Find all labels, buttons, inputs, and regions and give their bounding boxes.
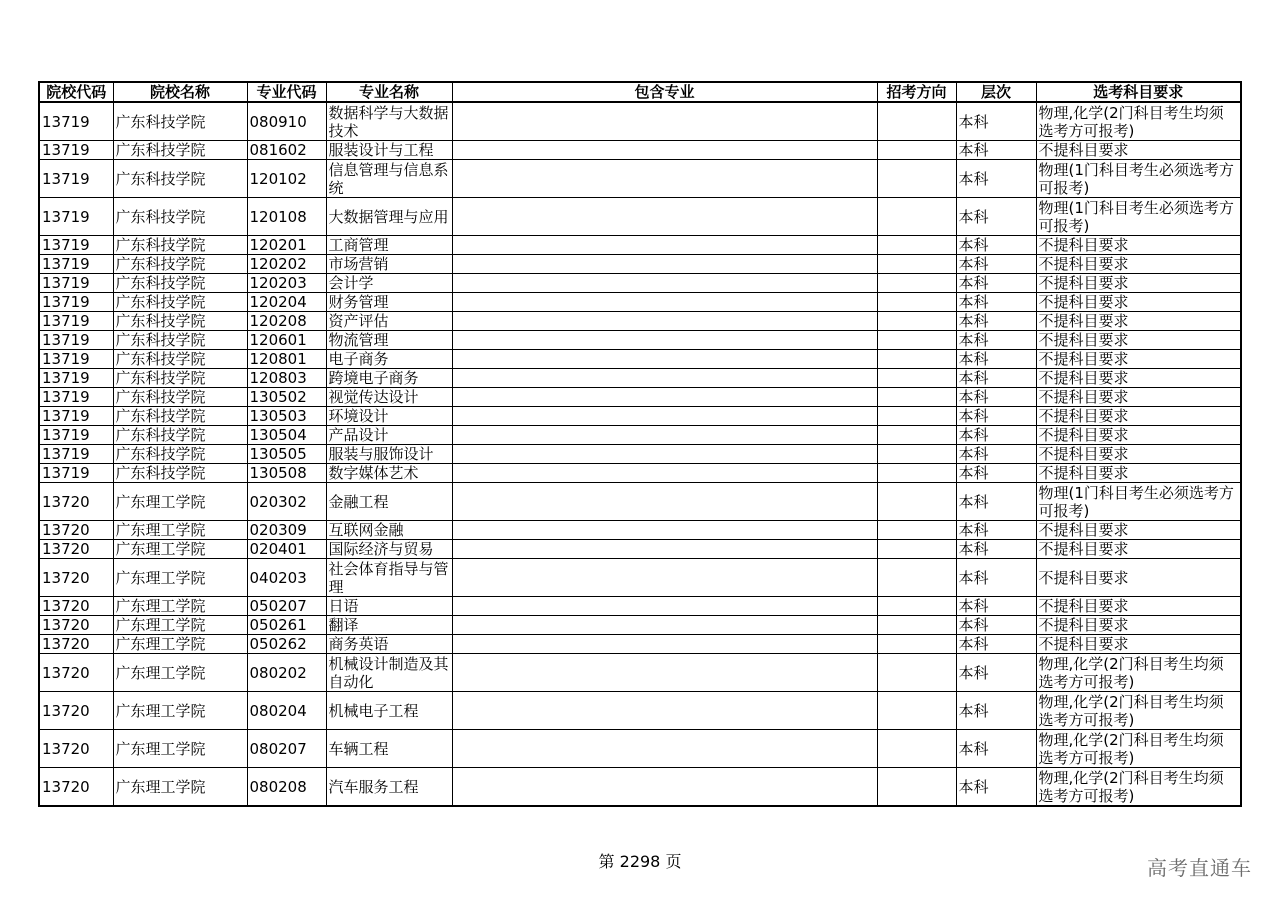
cell-level: 本科 — [956, 312, 1036, 331]
cell-included-majors — [452, 540, 877, 559]
cell-subject-requirements: 不提科目要求 — [1036, 255, 1241, 274]
cell-school-name: 广东理工学院 — [113, 616, 247, 635]
table-row — [39, 559, 1241, 597]
cell-direction — [877, 160, 956, 198]
table-row — [39, 730, 1241, 768]
cell-subject-requirements: 不提科目要求 — [1036, 141, 1241, 160]
table-row — [39, 236, 1241, 255]
cell-included-majors — [452, 445, 877, 464]
cell-major-name: 会计学 — [326, 274, 452, 293]
cell-direction — [877, 407, 956, 426]
cell-school-code: 13720 — [39, 559, 113, 597]
cell-level: 本科 — [956, 407, 1036, 426]
cell-direction — [877, 102, 956, 141]
cell-school-code: 13720 — [39, 692, 113, 730]
cell-school-name: 广东科技学院 — [113, 255, 247, 274]
cell-major-name: 跨境电子商务 — [326, 369, 452, 388]
cell-level: 本科 — [956, 293, 1036, 312]
cell-school-name: 广东科技学院 — [113, 141, 247, 160]
watermark: 高考直通车 — [1147, 856, 1252, 880]
cell-subject-requirements: 物理,化学(2门科目考生均须选考方可报考) — [1036, 768, 1241, 807]
table-row — [39, 464, 1241, 483]
cell-subject-requirements: 不提科目要求 — [1036, 274, 1241, 293]
table-row — [39, 198, 1241, 236]
cell-school-code: 13719 — [39, 102, 113, 141]
cell-school-name: 广东科技学院 — [113, 160, 247, 198]
cell-direction — [877, 236, 956, 255]
cell-included-majors — [452, 236, 877, 255]
table-row — [39, 692, 1241, 730]
cell-direction — [877, 293, 956, 312]
cell-direction — [877, 616, 956, 635]
table-row — [39, 312, 1241, 331]
cell-subject-requirements: 不提科目要求 — [1036, 369, 1241, 388]
cell-school-name: 广东理工学院 — [113, 692, 247, 730]
cell-level: 本科 — [956, 426, 1036, 445]
cell-subject-requirements: 不提科目要求 — [1036, 388, 1241, 407]
cell-included-majors — [452, 350, 877, 369]
cell-major-name: 物流管理 — [326, 331, 452, 350]
cell-school-name: 广东理工学院 — [113, 483, 247, 521]
cell-subject-requirements: 不提科目要求 — [1036, 616, 1241, 635]
table-row — [39, 407, 1241, 426]
cell-direction — [877, 388, 956, 407]
cell-included-majors — [452, 768, 877, 807]
cell-included-majors — [452, 483, 877, 521]
cell-subject-requirements: 不提科目要求 — [1036, 236, 1241, 255]
cell-direction — [877, 141, 956, 160]
cell-major-name: 机械设计制造及其自动化 — [326, 654, 452, 692]
cell-major-code: 120801 — [247, 350, 326, 369]
cell-included-majors — [452, 654, 877, 692]
cell-major-code: 040203 — [247, 559, 326, 597]
cell-direction — [877, 426, 956, 445]
cell-major-code: 120204 — [247, 293, 326, 312]
cell-school-code: 13719 — [39, 331, 113, 350]
cell-subject-requirements: 物理,化学(2门科目考生均须选考方可报考) — [1036, 692, 1241, 730]
table-row — [39, 141, 1241, 160]
cell-included-majors — [452, 597, 877, 616]
cell-included-majors — [452, 692, 877, 730]
table-row — [39, 616, 1241, 635]
table-row — [39, 635, 1241, 654]
cell-direction — [877, 540, 956, 559]
cell-level: 本科 — [956, 635, 1036, 654]
cell-major-code: 020309 — [247, 521, 326, 540]
cell-direction — [877, 274, 956, 293]
cell-direction — [877, 312, 956, 331]
cell-major-code: 020302 — [247, 483, 326, 521]
header-school-name: 院校名称 — [113, 82, 247, 102]
cell-major-name: 资产评估 — [326, 312, 452, 331]
table-row — [39, 350, 1241, 369]
cell-school-code: 13719 — [39, 369, 113, 388]
cell-level: 本科 — [956, 464, 1036, 483]
cell-level: 本科 — [956, 141, 1036, 160]
cell-school-code: 13720 — [39, 540, 113, 559]
cell-major-name: 财务管理 — [326, 293, 452, 312]
cell-included-majors — [452, 426, 877, 445]
cell-school-code: 13719 — [39, 407, 113, 426]
cell-school-name: 广东科技学院 — [113, 426, 247, 445]
cell-direction — [877, 597, 956, 616]
cell-major-name: 商务英语 — [326, 635, 452, 654]
cell-subject-requirements: 物理,化学(2门科目考生均须选考方可报考) — [1036, 730, 1241, 768]
cell-major-code: 080202 — [247, 654, 326, 692]
table-row — [39, 483, 1241, 521]
cell-level: 本科 — [956, 540, 1036, 559]
cell-direction — [877, 369, 956, 388]
table-row — [39, 768, 1241, 807]
cell-direction — [877, 483, 956, 521]
cell-direction — [877, 445, 956, 464]
cell-included-majors — [452, 464, 877, 483]
cell-school-name: 广东科技学院 — [113, 274, 247, 293]
cell-major-code: 050261 — [247, 616, 326, 635]
cell-school-name: 广东科技学院 — [113, 331, 247, 350]
header-school-code: 院校代码 — [39, 82, 113, 102]
cell-major-name: 数字媒体艺术 — [326, 464, 452, 483]
cell-level: 本科 — [956, 521, 1036, 540]
cell-school-name: 广东理工学院 — [113, 654, 247, 692]
header-level: 层次 — [956, 82, 1036, 102]
cell-major-name: 大数据管理与应用 — [326, 198, 452, 236]
cell-subject-requirements: 不提科目要求 — [1036, 312, 1241, 331]
cell-level: 本科 — [956, 692, 1036, 730]
cell-major-code: 080204 — [247, 692, 326, 730]
cell-level: 本科 — [956, 768, 1036, 807]
cell-school-code: 13720 — [39, 483, 113, 521]
cell-subject-requirements: 不提科目要求 — [1036, 293, 1241, 312]
cell-school-name: 广东理工学院 — [113, 540, 247, 559]
cell-school-code: 13720 — [39, 635, 113, 654]
cell-level: 本科 — [956, 597, 1036, 616]
cell-major-code: 120208 — [247, 312, 326, 331]
cell-school-name: 广东科技学院 — [113, 350, 247, 369]
cell-level: 本科 — [956, 445, 1036, 464]
cell-major-code: 120102 — [247, 160, 326, 198]
cell-school-name: 广东科技学院 — [113, 407, 247, 426]
cell-school-name: 广东科技学院 — [113, 312, 247, 331]
cell-major-code: 120203 — [247, 274, 326, 293]
cell-school-code: 13720 — [39, 654, 113, 692]
cell-included-majors — [452, 198, 877, 236]
cell-major-name: 社会体育指导与管理 — [326, 559, 452, 597]
cell-school-name: 广东科技学院 — [113, 369, 247, 388]
cell-school-name: 广东科技学院 — [113, 198, 247, 236]
table-row — [39, 654, 1241, 692]
cell-subject-requirements: 不提科目要求 — [1036, 521, 1241, 540]
cell-included-majors — [452, 312, 877, 331]
cell-included-majors — [452, 407, 877, 426]
cell-major-code: 080910 — [247, 102, 326, 141]
table-row — [39, 293, 1241, 312]
cell-school-code: 13719 — [39, 274, 113, 293]
cell-level: 本科 — [956, 274, 1036, 293]
cell-level: 本科 — [956, 255, 1036, 274]
cell-major-code: 020401 — [247, 540, 326, 559]
cell-included-majors — [452, 255, 877, 274]
cell-school-code: 13720 — [39, 597, 113, 616]
cell-major-code: 081602 — [247, 141, 326, 160]
cell-included-majors — [452, 521, 877, 540]
cell-major-code: 130508 — [247, 464, 326, 483]
table-row — [39, 445, 1241, 464]
table-row — [39, 426, 1241, 445]
cell-major-name: 环境设计 — [326, 407, 452, 426]
cell-subject-requirements: 不提科目要求 — [1036, 426, 1241, 445]
cell-major-code: 130504 — [247, 426, 326, 445]
cell-major-name: 视觉传达设计 — [326, 388, 452, 407]
table-row — [39, 102, 1241, 141]
cell-school-code: 13720 — [39, 616, 113, 635]
cell-subject-requirements: 物理(1门科目考生必须选考方可报考) — [1036, 160, 1241, 198]
cell-school-code: 13719 — [39, 236, 113, 255]
cell-major-code: 120201 — [247, 236, 326, 255]
cell-major-name: 车辆工程 — [326, 730, 452, 768]
cell-included-majors — [452, 160, 877, 198]
cell-school-name: 广东理工学院 — [113, 635, 247, 654]
cell-subject-requirements: 不提科目要求 — [1036, 464, 1241, 483]
cell-level: 本科 — [956, 388, 1036, 407]
cell-included-majors — [452, 331, 877, 350]
cell-subject-requirements: 物理(1门科目考生必须选考方可报考) — [1036, 198, 1241, 236]
cell-school-name: 广东理工学院 — [113, 597, 247, 616]
cell-subject-requirements: 不提科目要求 — [1036, 407, 1241, 426]
table-row — [39, 160, 1241, 198]
cell-major-name: 数据科学与大数据技术 — [326, 102, 452, 141]
cell-school-name: 广东科技学院 — [113, 445, 247, 464]
cell-school-code: 13719 — [39, 312, 113, 331]
table-row — [39, 331, 1241, 350]
cell-major-name: 电子商务 — [326, 350, 452, 369]
cell-major-code: 130505 — [247, 445, 326, 464]
cell-school-name: 广东科技学院 — [113, 464, 247, 483]
cell-major-code: 120601 — [247, 331, 326, 350]
cell-included-majors — [452, 102, 877, 141]
cell-subject-requirements: 不提科目要求 — [1036, 540, 1241, 559]
cell-major-name: 机械电子工程 — [326, 692, 452, 730]
cell-major-name: 工商管理 — [326, 236, 452, 255]
cell-school-name: 广东理工学院 — [113, 768, 247, 807]
cell-major-name: 信息管理与信息系统 — [326, 160, 452, 198]
header-major-name: 专业名称 — [326, 82, 452, 102]
cell-level: 本科 — [956, 350, 1036, 369]
cell-direction — [877, 768, 956, 807]
cell-included-majors — [452, 559, 877, 597]
cell-major-name: 国际经济与贸易 — [326, 540, 452, 559]
header-direction: 招考方向 — [877, 82, 956, 102]
table-row — [39, 597, 1241, 616]
cell-major-name: 服装设计与工程 — [326, 141, 452, 160]
cell-school-name: 广东科技学院 — [113, 102, 247, 141]
cell-level: 本科 — [956, 483, 1036, 521]
cell-included-majors — [452, 274, 877, 293]
cell-direction — [877, 331, 956, 350]
cell-major-name: 翻译 — [326, 616, 452, 635]
table-body — [39, 102, 1241, 806]
header-included-majors: 包含专业 — [452, 82, 877, 102]
cell-major-code: 130502 — [247, 388, 326, 407]
cell-level: 本科 — [956, 236, 1036, 255]
cell-school-code: 13719 — [39, 350, 113, 369]
cell-direction — [877, 350, 956, 369]
cell-included-majors — [452, 293, 877, 312]
table-row — [39, 255, 1241, 274]
cell-subject-requirements: 不提科目要求 — [1036, 597, 1241, 616]
cell-major-code: 120202 — [247, 255, 326, 274]
table-row — [39, 369, 1241, 388]
cell-included-majors — [452, 616, 877, 635]
cell-school-code: 13719 — [39, 255, 113, 274]
cell-direction — [877, 730, 956, 768]
table-row — [39, 540, 1241, 559]
cell-school-name: 广东理工学院 — [113, 521, 247, 540]
cell-level: 本科 — [956, 559, 1036, 597]
cell-subject-requirements: 不提科目要求 — [1036, 331, 1241, 350]
cell-school-code: 13719 — [39, 198, 113, 236]
page-number: 第 2298 页 — [598, 852, 682, 871]
cell-major-code: 120108 — [247, 198, 326, 236]
cell-major-code: 050207 — [247, 597, 326, 616]
cell-level: 本科 — [956, 369, 1036, 388]
cell-major-name: 金融工程 — [326, 483, 452, 521]
cell-level: 本科 — [956, 730, 1036, 768]
cell-direction — [877, 464, 956, 483]
cell-major-name: 汽车服务工程 — [326, 768, 452, 807]
cell-subject-requirements: 物理,化学(2门科目考生均须选考方可报考) — [1036, 102, 1241, 141]
cell-included-majors — [452, 388, 877, 407]
cell-level: 本科 — [956, 102, 1036, 141]
cell-subject-requirements: 不提科目要求 — [1036, 350, 1241, 369]
cell-school-name: 广东科技学院 — [113, 293, 247, 312]
cell-school-name: 广东理工学院 — [113, 559, 247, 597]
cell-school-name: 广东科技学院 — [113, 388, 247, 407]
cell-included-majors — [452, 369, 877, 388]
cell-direction — [877, 635, 956, 654]
cell-direction — [877, 559, 956, 597]
cell-subject-requirements: 不提科目要求 — [1036, 559, 1241, 597]
cell-school-name: 广东科技学院 — [113, 236, 247, 255]
cell-school-code: 13720 — [39, 730, 113, 768]
cell-school-code: 13719 — [39, 426, 113, 445]
cell-major-name: 市场营销 — [326, 255, 452, 274]
cell-major-code: 120803 — [247, 369, 326, 388]
header-subject-requirements: 选考科目要求 — [1036, 82, 1241, 102]
cell-level: 本科 — [956, 331, 1036, 350]
cell-subject-requirements: 物理(1门科目考生必须选考方可报考) — [1036, 483, 1241, 521]
cell-direction — [877, 654, 956, 692]
cell-included-majors — [452, 730, 877, 768]
cell-school-code: 13719 — [39, 464, 113, 483]
cell-direction — [877, 521, 956, 540]
table-row — [39, 521, 1241, 540]
cell-school-code: 13719 — [39, 388, 113, 407]
cell-direction — [877, 198, 956, 236]
table-header-row — [39, 82, 1241, 102]
table-row — [39, 274, 1241, 293]
cell-school-code: 13719 — [39, 141, 113, 160]
table-row — [39, 388, 1241, 407]
cell-level: 本科 — [956, 654, 1036, 692]
admissions-table — [38, 81, 1242, 807]
cell-major-code: 050262 — [247, 635, 326, 654]
cell-school-name: 广东理工学院 — [113, 730, 247, 768]
cell-included-majors — [452, 635, 877, 654]
cell-school-code: 13720 — [39, 768, 113, 807]
cell-direction — [877, 255, 956, 274]
cell-major-name: 互联网金融 — [326, 521, 452, 540]
cell-major-name: 日语 — [326, 597, 452, 616]
cell-school-code: 13719 — [39, 160, 113, 198]
cell-subject-requirements: 不提科目要求 — [1036, 445, 1241, 464]
cell-school-code: 13720 — [39, 521, 113, 540]
cell-school-code: 13719 — [39, 445, 113, 464]
cell-subject-requirements: 物理,化学(2门科目考生均须选考方可报考) — [1036, 654, 1241, 692]
cell-direction — [877, 692, 956, 730]
cell-major-code: 130503 — [247, 407, 326, 426]
cell-major-code: 080208 — [247, 768, 326, 807]
cell-school-code: 13719 — [39, 293, 113, 312]
cell-major-name: 产品设计 — [326, 426, 452, 445]
cell-level: 本科 — [956, 160, 1036, 198]
cell-major-name: 服装与服饰设计 — [326, 445, 452, 464]
header-major-code: 专业代码 — [247, 82, 326, 102]
cell-level: 本科 — [956, 616, 1036, 635]
cell-level: 本科 — [956, 198, 1036, 236]
cell-included-majors — [452, 141, 877, 160]
cell-major-code: 080207 — [247, 730, 326, 768]
cell-subject-requirements: 不提科目要求 — [1036, 635, 1241, 654]
